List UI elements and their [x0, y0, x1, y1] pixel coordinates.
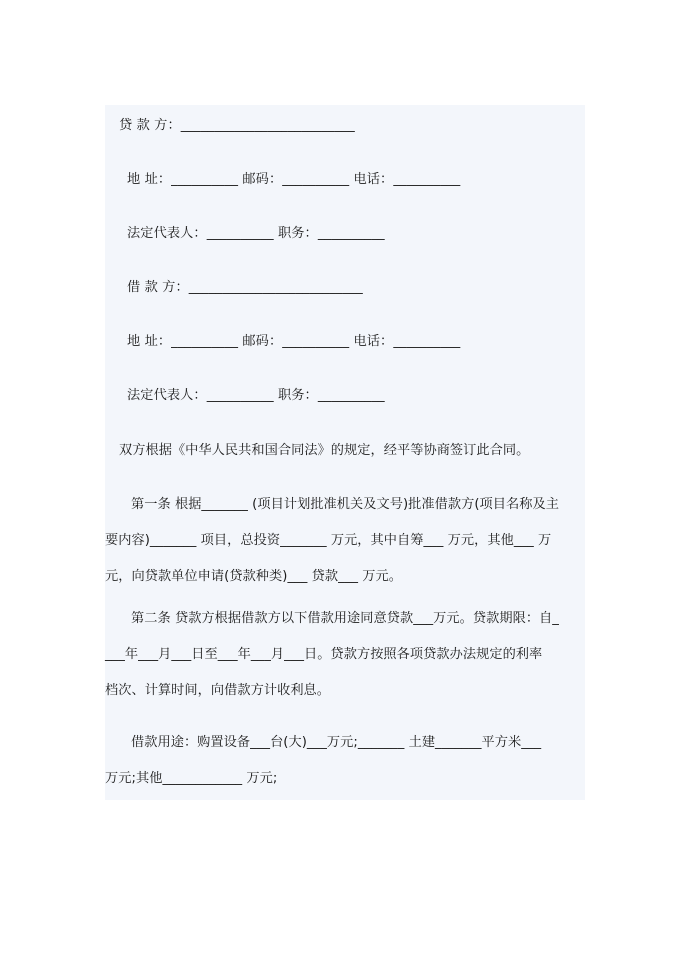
article-1-line-3: 元，向贷款单位申请(贷款种类)___ 贷款___ 万元。: [105, 569, 403, 584]
borrower-representative-field-line: 法定代表人：__________ 职务：__________: [127, 388, 385, 403]
article-2-line-3: 档次、计算时间，向借款方计收利息。: [105, 683, 331, 698]
borrower-address-field-line: 地 址：__________ 邮码：__________ 电话：__________: [127, 334, 461, 349]
loan-usage-line-1: 借款用途：购置设备___台(大)___万元;_______ 土建_______平方米___: [131, 735, 542, 750]
preamble-text: 双方根据《中华人民共和国合同法》的规定，经平等协商签订此合同。: [119, 443, 530, 458]
preamble-paragraph: [119, 433, 599, 469]
lender-representative-field-line: 法定代表人：__________ 职务：__________: [127, 226, 385, 241]
loan-usage-line-2: 万元;其他____________ 万元;: [105, 771, 278, 786]
article-2-line-2: ___年___月___日至___年___月___日。贷款方按照各项贷款办法规定的利率: [105, 647, 543, 662]
article-2-paragraph: [105, 601, 585, 709]
article-1-line-1: 第一条 根据_______ (项目计划批准机关及文号)批准借款方(项目名称及主: [131, 497, 559, 512]
lender-name-field-line: 贷 款 方：__________________________: [119, 118, 355, 133]
document-content-block: [105, 105, 585, 800]
loan-usage-paragraph: [105, 725, 585, 797]
article-1-line-2: 要内容)_______ 项目，总投资_______ 万元，其中自筹___ 万元，其他___ 万: [105, 533, 552, 548]
article-2-line-1: 第二条 贷款方根据借款方以下借款用途同意贷款___万元。贷款期限：自_: [131, 611, 559, 626]
lender-address-field-line: 地 址：__________ 邮码：__________ 电话：__________: [127, 172, 461, 187]
article-1-paragraph: [105, 487, 585, 595]
borrower-name-field-line: 借 款 方：__________________________: [127, 280, 363, 295]
